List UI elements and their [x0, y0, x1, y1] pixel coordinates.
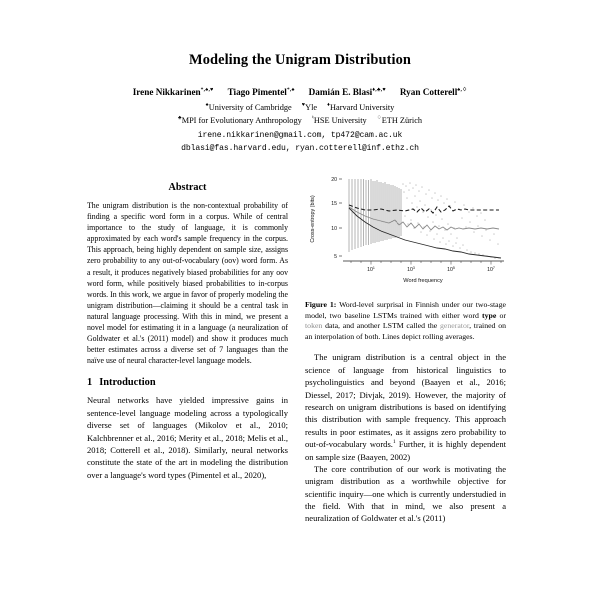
- right-column: [305, 172, 506, 600]
- figure-caption-type: type: [482, 310, 497, 320]
- figure-caption-part-1: Word-level surprisal in Finnish under our two-stage model, two baseline LSTMs trained with either word: [305, 300, 506, 320]
- svg-text:105: $10^5$: [447, 266, 455, 273]
- affiliation-line-2: [60, 114, 540, 127]
- affiliation-name: Yle: [305, 102, 318, 112]
- author-name: Tiago Pimentel: [227, 87, 287, 98]
- affiliation-name: ETH Zürich: [381, 115, 423, 125]
- x-axis-ticks: [367, 266, 495, 273]
- figure-label: Figure 1:: [305, 300, 337, 309]
- affiliation-mark: ♢: [376, 114, 382, 121]
- affiliation-mark: ♣: [177, 114, 182, 121]
- author-name: Irene Nikkarinen: [132, 87, 201, 98]
- svg-text:103: $10^3$: [407, 266, 415, 273]
- affiliation-entry: [178, 114, 302, 127]
- figure-caption-token: token: [305, 321, 323, 331]
- x-axis-label: Word frequency: [403, 278, 443, 284]
- svg-text:101: $10^1$: [367, 266, 375, 273]
- affiliation-entry: [327, 101, 394, 114]
- scatter-points: [403, 183, 500, 259]
- page-title: Modeling the Unigram Distribution: [189, 52, 411, 68]
- svg-text:10: 10: [331, 226, 337, 232]
- left-column: [87, 172, 288, 600]
- abstract-text: The unigram distribution is the non-contextual probability of finding a specific word form in a corpus. While of central importance to the study of language, it is commonly approximated by each word's sample frequency in the corpus. This approach, being highly dependent on sample size, assigns zero probability to any out-of-vocabulary (oov) word form. As a result, it produces negatively biased probabilities for any oov word form, while positively biased probabilities to in-corpus words. In this work, we argue in favor of properly modeling the unigram distribution—claiming it should be a central task in natural language processing. With this in mind, we present a novel model for estimating it in a language (a neuralization of Goldwater et al.'s (2011) model) and show it produces much better estimates across a diverse set of 7 languages than the naïve use of neural character-level language models.: [87, 201, 288, 366]
- figure-caption-generator: generator: [440, 321, 470, 331]
- affiliation-entry: [312, 114, 367, 127]
- series-token-lstm: [349, 208, 501, 258]
- svg-text:107: $10^7$: [487, 266, 495, 273]
- affiliation-mark: ♮: [311, 114, 314, 121]
- author-entry: [400, 86, 467, 99]
- plot-data-area: [349, 179, 501, 258]
- author-affiliation-mark: ♦,♣,♥: [372, 87, 386, 94]
- author-entry: [228, 86, 295, 99]
- affiliation-mark: ♦: [327, 101, 331, 108]
- figure-1: [305, 172, 506, 342]
- abstract-heading: Abstract: [168, 182, 207, 193]
- authors-line: [60, 86, 540, 99]
- affiliation-name: University of Cambridge: [208, 102, 292, 112]
- author-entry: [309, 86, 386, 99]
- author-entry: [133, 86, 214, 99]
- svg-text:15: 15: [331, 201, 337, 207]
- affiliation-line-1: [60, 101, 540, 114]
- series-two-stage-model: [349, 205, 499, 213]
- footnote-marker[interactable]: 1: [392, 439, 396, 446]
- y-axis-label: Cross-entropy (bits): [310, 195, 316, 243]
- introduction-heading: [87, 377, 288, 388]
- svg-text:5: 5: [334, 254, 337, 260]
- y-tick-marks: [339, 179, 342, 256]
- section-number: 1: [87, 377, 93, 389]
- affiliation-entry: [377, 114, 422, 127]
- surprisal-scatter-plot: [305, 172, 506, 294]
- right-paragraph-1-text-b: Further, it is highly dependent on sample size (Baayen, 2002): [305, 439, 506, 462]
- email-line-1[interactable]: irene.nikkarinen@gmail.com, tp472@cam.ac.uk: [197, 131, 403, 141]
- title-block: [0, 0, 600, 155]
- affiliation-entry: [206, 101, 292, 114]
- author-name: Damián E. Blasi: [308, 87, 373, 98]
- affiliation-name: MPI for Evolutionary Anthropology: [181, 115, 302, 125]
- email-line-2[interactable]: dblasi@fas.harvard.edu, ryan.cotterell@inf.ethz.ch: [181, 143, 419, 153]
- x-minor-ticks: [351, 261, 501, 265]
- svg-text:20: 20: [331, 177, 337, 183]
- figure-caption-part-3: data, and another LSTM called the: [322, 321, 440, 331]
- author-affiliation-mark: *,♠,♥: [200, 87, 214, 94]
- affiliation-entry: [302, 101, 317, 114]
- affiliation-name: Harvard University: [330, 102, 395, 112]
- right-paragraph-1-text-a: The unigram distribution is a central object in the science of language from historical linguistics to psycholinguistics and beyond (Baayen et al., 2016; Diessel, 2017; Divjak, 2019). However, the majority of research on unigram distributions is based on identifying this distribution with sample frequency. This approach results in poor estimates, as it assigns zero probability to out-of-vocabulary words.: [305, 352, 506, 450]
- author-affiliation-mark: ♠,♢: [457, 87, 468, 94]
- author-affiliation-mark: *,♠: [286, 87, 295, 94]
- right-paragraph-1: [305, 351, 506, 463]
- figure-caption: [305, 300, 506, 342]
- right-paragraph-2: The core contribution of our work is motivating the unigram distribution as a worthwhile objective for scientific inquiry—one which is currently understudied in the field. With that in mind, we also present a neuralization of Goldwater et al.'s (2011): [305, 463, 506, 524]
- figure-caption-part-2: or: [496, 310, 506, 320]
- section-title: Introduction: [99, 377, 156, 389]
- y-axis-ticks: [331, 177, 337, 260]
- body-columns: [0, 172, 600, 600]
- figure-plot: [305, 172, 506, 294]
- figure-caption-part-4: , trained on an interpolation of both. Lines depict rolling averages.: [305, 321, 506, 341]
- affiliation-mark: ♥: [301, 101, 306, 108]
- affiliation-name: HSE University: [313, 115, 367, 125]
- author-name: Ryan Cotterell: [399, 87, 458, 98]
- introduction-paragraph-1: Neural networks have yielded impressive gains in sentence-level language modeling across a typologically diverse set of languages (Mikolov et al., 2010; Kalchbrenner et al., 2016; Merity et al., 2018; Melis et al., 2018; Cotterell et al., 2018). Similarly, neural networks constitute the state of the art in modeling the distribution over a language's word types (Pimentel et al., 2020),: [87, 395, 288, 480]
- affiliation-mark: ♠: [205, 101, 209, 108]
